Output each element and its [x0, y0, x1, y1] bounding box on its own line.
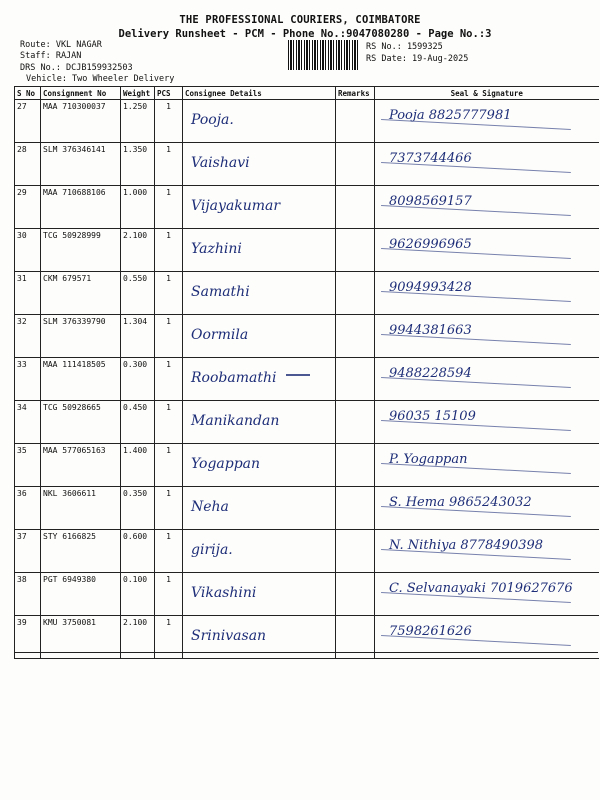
signature-handwriting: Pooja 8825777981 — [389, 108, 512, 123]
cell-sno: 31 — [15, 272, 41, 315]
document-title: THE PROFESSIONAL COURIERS, COIMBATORE — [179, 14, 421, 26]
consignee-handwriting: Vaishavi — [191, 155, 250, 171]
cell-signature — [375, 573, 599, 616]
cell-consignee — [183, 573, 336, 616]
consignee-handwriting: Roobamathi — [191, 370, 277, 386]
cell-signature — [375, 358, 599, 401]
consignee-handwriting: Vikashini — [191, 585, 257, 601]
signature-handwriting: 9626996965 — [389, 237, 472, 252]
rs-number: RS No.: 1599325 — [366, 42, 443, 52]
route-label: Route: VKL NAGAR — [20, 40, 102, 50]
cell-sno: 38 — [15, 573, 41, 616]
cell-sno: 34 — [15, 401, 41, 444]
cell-consignee — [183, 401, 336, 444]
cell-remarks — [336, 358, 375, 401]
cell-weight: 0.300 — [121, 358, 155, 401]
col-consignee: Consignee Details — [183, 87, 336, 100]
cell-sno: 36 — [15, 487, 41, 530]
cell-consignment-no: MAA 710688106 — [41, 186, 121, 229]
cell-signature — [375, 444, 599, 487]
cell-remarks — [336, 315, 375, 358]
cell-consignment-no: MAA 577065163 — [41, 444, 121, 487]
cell-pcs: 1 — [155, 100, 183, 143]
cell-pcs: 1 — [155, 530, 183, 573]
table-row — [15, 487, 599, 530]
signature-handwriting: 7598261626 — [389, 624, 472, 639]
cell-signature — [375, 401, 599, 444]
consignee-handwriting: Pooja. — [191, 112, 234, 128]
signature-handwriting: 8098569157 — [389, 194, 472, 209]
cell-weight: 1.304 — [121, 315, 155, 358]
cell-weight: 1.400 — [121, 444, 155, 487]
cell-sno: 29 — [15, 186, 41, 229]
document-subtitle: Delivery Runsheet - PCM - Phone No.:9047080280 - Page No.:3 — [118, 28, 492, 40]
signature-handwriting: S. Hema 9865243032 — [389, 495, 532, 510]
table-row — [15, 100, 599, 143]
cell-pcs: 1 — [155, 186, 183, 229]
cell-pcs: 1 — [155, 143, 183, 186]
cell-pcs: 1 — [155, 487, 183, 530]
cell-signature — [375, 143, 599, 186]
pen-mark — [286, 374, 310, 376]
cell-signature — [375, 229, 599, 272]
cell-consignment-no: MAA 710300037 — [41, 100, 121, 143]
signature-handwriting: 9944381663 — [389, 323, 472, 338]
cell-pcs: 1 — [155, 229, 183, 272]
table-bottom-rule — [14, 652, 598, 653]
col-consignment: Consignment No — [41, 87, 121, 100]
cell-consignee — [183, 143, 336, 186]
runsheet-table — [14, 86, 599, 659]
cell-weight: 0.450 — [121, 401, 155, 444]
cell-remarks — [336, 186, 375, 229]
cell-remarks — [336, 401, 375, 444]
cell-consignee — [183, 100, 336, 143]
signature-handwriting: 9094993428 — [389, 280, 472, 295]
cell-consignment-no: PGT 6949380 — [41, 573, 121, 616]
cell-consignee — [183, 487, 336, 530]
cell-weight: 2.100 — [121, 229, 155, 272]
consignee-handwriting: girija. — [191, 542, 233, 558]
cell-remarks — [336, 229, 375, 272]
table-row — [15, 143, 599, 186]
cell-pcs: 1 — [155, 358, 183, 401]
cell-pcs: 1 — [155, 616, 183, 659]
cell-remarks — [336, 444, 375, 487]
consignee-handwriting: Manikandan — [191, 413, 280, 429]
cell-consignment-no: STY 6166825 — [41, 530, 121, 573]
cell-weight: 1.250 — [121, 100, 155, 143]
cell-pcs: 1 — [155, 315, 183, 358]
cell-weight: 1.350 — [121, 143, 155, 186]
cell-consignee — [183, 186, 336, 229]
cell-remarks — [336, 530, 375, 573]
consignee-handwriting: Samathi — [191, 284, 250, 300]
consignee-handwriting: Yazhini — [191, 241, 242, 257]
consignee-handwriting: Vijayakumar — [191, 198, 281, 214]
cell-sno: 35 — [15, 444, 41, 487]
signature-handwriting: 9488228594 — [389, 366, 472, 381]
cell-remarks — [336, 143, 375, 186]
col-sno: S No — [15, 87, 41, 100]
table-header-row — [15, 87, 599, 100]
drs-label: DRS No.: DCJB159932503 — [20, 63, 133, 73]
vehicle-label: Vehicle: Two Wheeler Delivery — [26, 74, 175, 84]
cell-sno: 32 — [15, 315, 41, 358]
cell-pcs: 1 — [155, 401, 183, 444]
cell-remarks — [336, 100, 375, 143]
cell-weight: 1.000 — [121, 186, 155, 229]
cell-sno: 30 — [15, 229, 41, 272]
table-row — [15, 315, 599, 358]
cell-consignee — [183, 229, 336, 272]
barcode — [288, 40, 360, 70]
cell-signature — [375, 100, 599, 143]
rs-date: RS Date: 19-Aug-2025 — [366, 54, 469, 64]
cell-consignment-no: SLM 376346141 — [41, 143, 121, 186]
consignee-handwriting: Neha — [191, 499, 229, 515]
col-seal: Seal & Signature — [375, 87, 599, 100]
cell-consignment-no: TCG 50928999 — [41, 229, 121, 272]
signature-handwriting: N. Nithiya 8778490398 — [389, 538, 544, 553]
table-row — [15, 229, 599, 272]
table-row — [15, 272, 599, 315]
cell-remarks — [336, 272, 375, 315]
table-row — [15, 573, 599, 616]
cell-consignment-no: KMU 3750081 — [41, 616, 121, 659]
cell-consignment-no: TCG 50928665 — [41, 401, 121, 444]
staff-label: Staff: RAJAN — [20, 51, 82, 61]
cell-signature — [375, 315, 599, 358]
signature-handwriting: 7373744466 — [389, 151, 472, 166]
cell-sno: 33 — [15, 358, 41, 401]
col-pcs: PCS — [155, 87, 183, 100]
cell-consignment-no: MAA 111418505 — [41, 358, 121, 401]
cell-remarks — [336, 487, 375, 530]
cell-sno: 39 — [15, 616, 41, 659]
cell-sno: 28 — [15, 143, 41, 186]
cell-sno: 27 — [15, 100, 41, 143]
col-weight: Weight — [121, 87, 155, 100]
col-remarks: Remarks — [336, 87, 375, 100]
cell-signature — [375, 487, 599, 530]
cell-signature — [375, 530, 599, 573]
cell-pcs: 1 — [155, 272, 183, 315]
cell-consignment-no: SLM 376339790 — [41, 315, 121, 358]
signature-handwriting: 96035 15109 — [389, 409, 476, 424]
consignee-handwriting: Srinivasan — [191, 628, 267, 644]
signature-handwriting: C. Selvanayaki 7019627676 — [389, 581, 573, 596]
table-row — [15, 186, 599, 229]
cell-weight: 0.100 — [121, 573, 155, 616]
cell-pcs: 1 — [155, 573, 183, 616]
cell-pcs: 1 — [155, 444, 183, 487]
table-row — [15, 444, 599, 487]
cell-consignee — [183, 444, 336, 487]
table-row — [15, 358, 599, 401]
cell-signature — [375, 272, 599, 315]
cell-weight: 0.350 — [121, 487, 155, 530]
table-row — [15, 401, 599, 444]
cell-weight: 2.100 — [121, 616, 155, 659]
cell-remarks — [336, 573, 375, 616]
cell-weight: 0.600 — [121, 530, 155, 573]
cell-consignment-no: NKL 3606611 — [41, 487, 121, 530]
cell-consignment-no: CKM 679571 — [41, 272, 121, 315]
cell-consignee — [183, 315, 336, 358]
consignee-handwriting: Oormila — [191, 327, 249, 343]
cell-weight: 0.550 — [121, 272, 155, 315]
cell-consignee — [183, 530, 336, 573]
cell-consignee — [183, 272, 336, 315]
cell-signature — [375, 186, 599, 229]
cell-sno: 37 — [15, 530, 41, 573]
consignee-handwriting: Yogappan — [191, 456, 261, 472]
signature-handwriting: P. Yogappan — [389, 452, 468, 467]
table-row — [15, 530, 599, 573]
cell-consignee — [183, 358, 336, 401]
